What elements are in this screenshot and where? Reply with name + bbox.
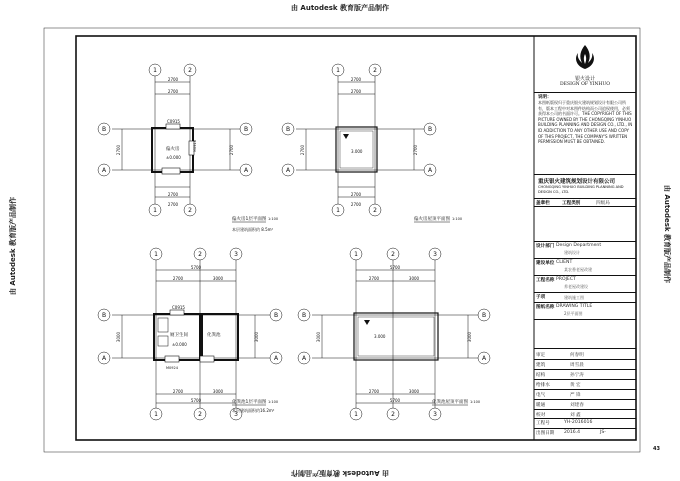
drawing-label: 图纸名称 [536,305,555,310]
p3-grid-b-left: B [101,312,107,319]
p3-dim-side-right: 3000 [254,331,259,343]
p4-dim-side-left: 3000 [316,331,321,343]
watermark-left: 由 Autodesk 教育版产品制作 [9,196,17,295]
p2-grid-a-left: A [285,167,291,174]
p4-dim-top-a: 2700 [368,276,380,281]
role-label: 给排水 [536,383,550,388]
role-name: 何春明 [570,353,584,358]
dept-sub: 建筑设计 [564,250,580,255]
p3-door-tag: C0915 [172,305,185,310]
p2-dim-top-1: 2700 [350,77,362,82]
p3-title: 化粪池1层平面图 [232,400,267,405]
company-name-cn: 银火设计 [574,76,595,82]
p4-grid-2-top: 2 [391,251,395,258]
client-label: 建设单位 [536,261,555,266]
copyright-notice: 本图纸版权归于重庆银火建筑规划设计有限公司所有，版本工程中对本图件结构而公司追权使用，必须获得本公司的书面许可。THE COPYRIGHT OF THIS PICTURE OWNED BY THE CHONGQING YINHUO BUILDING PLANNING AND DESIGN CO., LTD., IN ID ADDICTION TO ANY OTHER USE AND COPY OF THIS PROJECT, THE COMPANY'S WRITTEN PERMISSION MUST BE OBTAINED. [538,100,633,145]
page-number: 43 [653,446,660,452]
p2-grid-2-bot: 2 [373,207,377,214]
plan-4 [312,260,481,410]
p3-room1-label: 厕卫生间 [170,333,188,338]
p1-room-label: 偏火房 [166,147,180,152]
role-divider [534,409,636,410]
p3-dim-top-b: 3000 [212,276,224,281]
p3-dim-total-top: 5700 [190,265,202,270]
p1-dim-bot-1: 2700 [167,192,179,197]
p3-room2-label: 化粪池 [207,333,221,338]
role-label: 建筑 [536,363,546,368]
role-divider [534,379,636,380]
p3-level: ±0.000 [172,342,187,347]
p3-grid-1-bot: 1 [154,411,158,418]
p2-grid-1-bot: 1 [336,207,340,214]
role-divider [534,399,636,400]
p2-title: 偏火房屋顶平面图 [414,217,450,222]
p4-title: 化粪池屋顶平面图 [432,400,468,405]
p2-dim-top-2: 2700 [350,89,362,94]
p1-grid-b-left: B [101,126,107,133]
p1-door-tag: C0915 [167,119,180,124]
job-value: YH-2016016 [564,420,593,425]
notice-title: 说明： [538,95,552,100]
category-value: 四级局 [596,201,610,206]
role-divider [534,359,636,360]
client-value: CLIENT [556,260,573,265]
role-name: 刘建春 [570,403,584,408]
p3-grid-b-right: B [273,312,279,319]
job-label: 工程号 [536,421,550,426]
p1-grid-1-top: 1 [153,67,157,74]
p1-grid-b-right: B [243,126,249,133]
p3-grid-1-top: 1 [154,251,158,258]
role-label: 校对 [536,413,546,418]
p1-dim-top-2: 2700 [167,89,179,94]
sub-value: 建筑施工图 [564,295,584,300]
watermark-top: 由 Autodesk 教育版产品制作 [290,4,389,12]
p2-dim-side-right: 2700 [413,144,418,156]
p3-dim-side-left: 3000 [116,331,121,343]
watermark-right: 由 Autodesk 教育版产品制作 [663,185,671,284]
p1-grid-2-bot: 2 [188,207,192,214]
drawing-sub: 2层平面图 [564,311,583,316]
p1-grid-2-top: 2 [188,67,192,74]
role-label: 结构 [536,373,546,378]
role-label: 暖通 [536,403,546,408]
p1-dim-bot-2: 2700 [167,202,179,207]
firm-name-en: CHONGQING YINHUO BUILDING PLANNING AND DESIGN CO., LTD. [538,185,624,194]
role-name: 黄 宏 [570,383,581,388]
p4-grid-3-top: 3 [433,251,437,258]
p1-grid-1-bot: 1 [153,207,157,214]
plan-3 [112,260,270,410]
p4-grid-3-bot: 3 [433,411,437,418]
p3-dim-top-a: 2700 [172,276,184,281]
project-label: 工程名称 [536,278,555,283]
p3-dim-bot-b: 3000 [212,389,224,394]
project-value: PROJECT [556,277,576,282]
dept-label: 设计部门 [536,244,555,249]
role-divider [534,369,636,370]
p2-dim-bot-2: 2700 [350,202,362,207]
p3-grid-3-bot: 3 [234,411,238,418]
category-label: 工程类别 [562,201,581,206]
p2-grid-1-top: 1 [336,67,340,74]
p3-dim-total-bot: 5700 [190,398,202,403]
p1-level: ±0.000 [166,155,181,160]
p1-grid-a-right: A [243,167,249,174]
role-name: 孙宁涛 [570,373,584,378]
p3-grid-2-top: 2 [198,251,202,258]
date-label: 出图日期 [536,431,555,436]
p4-scale: 1:100 [470,400,481,404]
p3-scale: 1:100 [268,400,279,404]
p4-dim-bot-a: 2700 [368,389,380,394]
p2-dim-side-left: 2700 [300,144,305,156]
stamp-label: 盖章栏 [536,201,550,206]
p4-grid-b-left: B [301,312,307,319]
role-divider [534,389,636,390]
role-name: 严 锋 [570,393,581,398]
role-label: 电气 [536,393,546,398]
p4-grid-2-bot: 2 [391,411,395,418]
p4-grid-1-top: 1 [354,251,358,258]
company-logo [570,42,600,72]
company-name-en: DESIGN OF YINHUO [559,82,611,87]
date-value: 2016.4 [564,430,581,435]
p3-note: 本层建筑面积约16.2m² [232,408,275,413]
p1-grid-a-left: A [101,167,107,174]
role-label: 审定 [536,353,546,358]
p2-grid-b-left: B [285,126,291,133]
p4-dim-total-bot: 5700 [389,398,401,403]
client-sub: 某农香老屋改建 [564,267,592,272]
p3-grid-a-left: A [101,355,107,362]
p2-grid-a-right: A [427,167,433,174]
p4-dim-bot-b: 3000 [408,389,420,394]
title-block [534,36,636,440]
p4-grid-b-right: B [481,312,487,319]
p1-dim-side-left: 2700 [116,144,121,156]
firm-name-cn: 重庆银火建筑规划设计有限公司 [538,179,616,185]
dept-value: Design Department [556,243,602,248]
p2-dim-bot-1: 2700 [350,192,362,197]
p3-grid-3-top: 3 [234,251,238,258]
p1-dim-side-right: 2700 [229,144,234,156]
p4-dim-total-top: 5700 [389,265,401,270]
p4-grid-1-bot: 1 [354,411,358,418]
p3-dim-bot-a: 2700 [172,389,184,394]
p3-window-tag: M0924 [166,366,178,370]
p1-title: 偏火房1层平面图 [232,217,267,222]
p4-dim-top-b: 3000 [408,276,420,281]
role-name: 刘 鑫 [570,413,581,418]
p2-level: 3.000 [351,149,363,154]
watermark-bottom: 由 Autodesk 教育版产品制作 [291,469,390,477]
p1-note: 本层建筑面积约 8.5m² [232,227,274,232]
p1-dim-top-1: 2700 [167,77,179,82]
project-sub: 养老屋改建设 [564,284,588,289]
p3-grid-2-bot: 2 [198,411,202,418]
plan-1 [112,76,240,205]
p2-grid-2-top: 2 [373,67,377,74]
p2-grid-b-right: B [427,126,433,133]
p4-level: 3.000 [374,334,386,339]
p2-scale: 1:100 [452,217,463,221]
drawing-value: DRAWING TITLE [556,304,593,309]
p4-grid-a-left: A [301,355,307,362]
p3-grid-a-right: A [273,355,279,362]
p1-scale: 1:100 [268,217,279,221]
plan-2 [296,76,424,205]
sheet-label: JS- [600,430,606,435]
sub-label: 子项 [536,295,546,300]
p4-grid-a-right: A [481,355,487,362]
p4-dim-side-right: 3000 [467,331,472,343]
role-name: 周雪晨 [570,363,584,368]
p1-window-tag: M0918 [193,140,197,152]
